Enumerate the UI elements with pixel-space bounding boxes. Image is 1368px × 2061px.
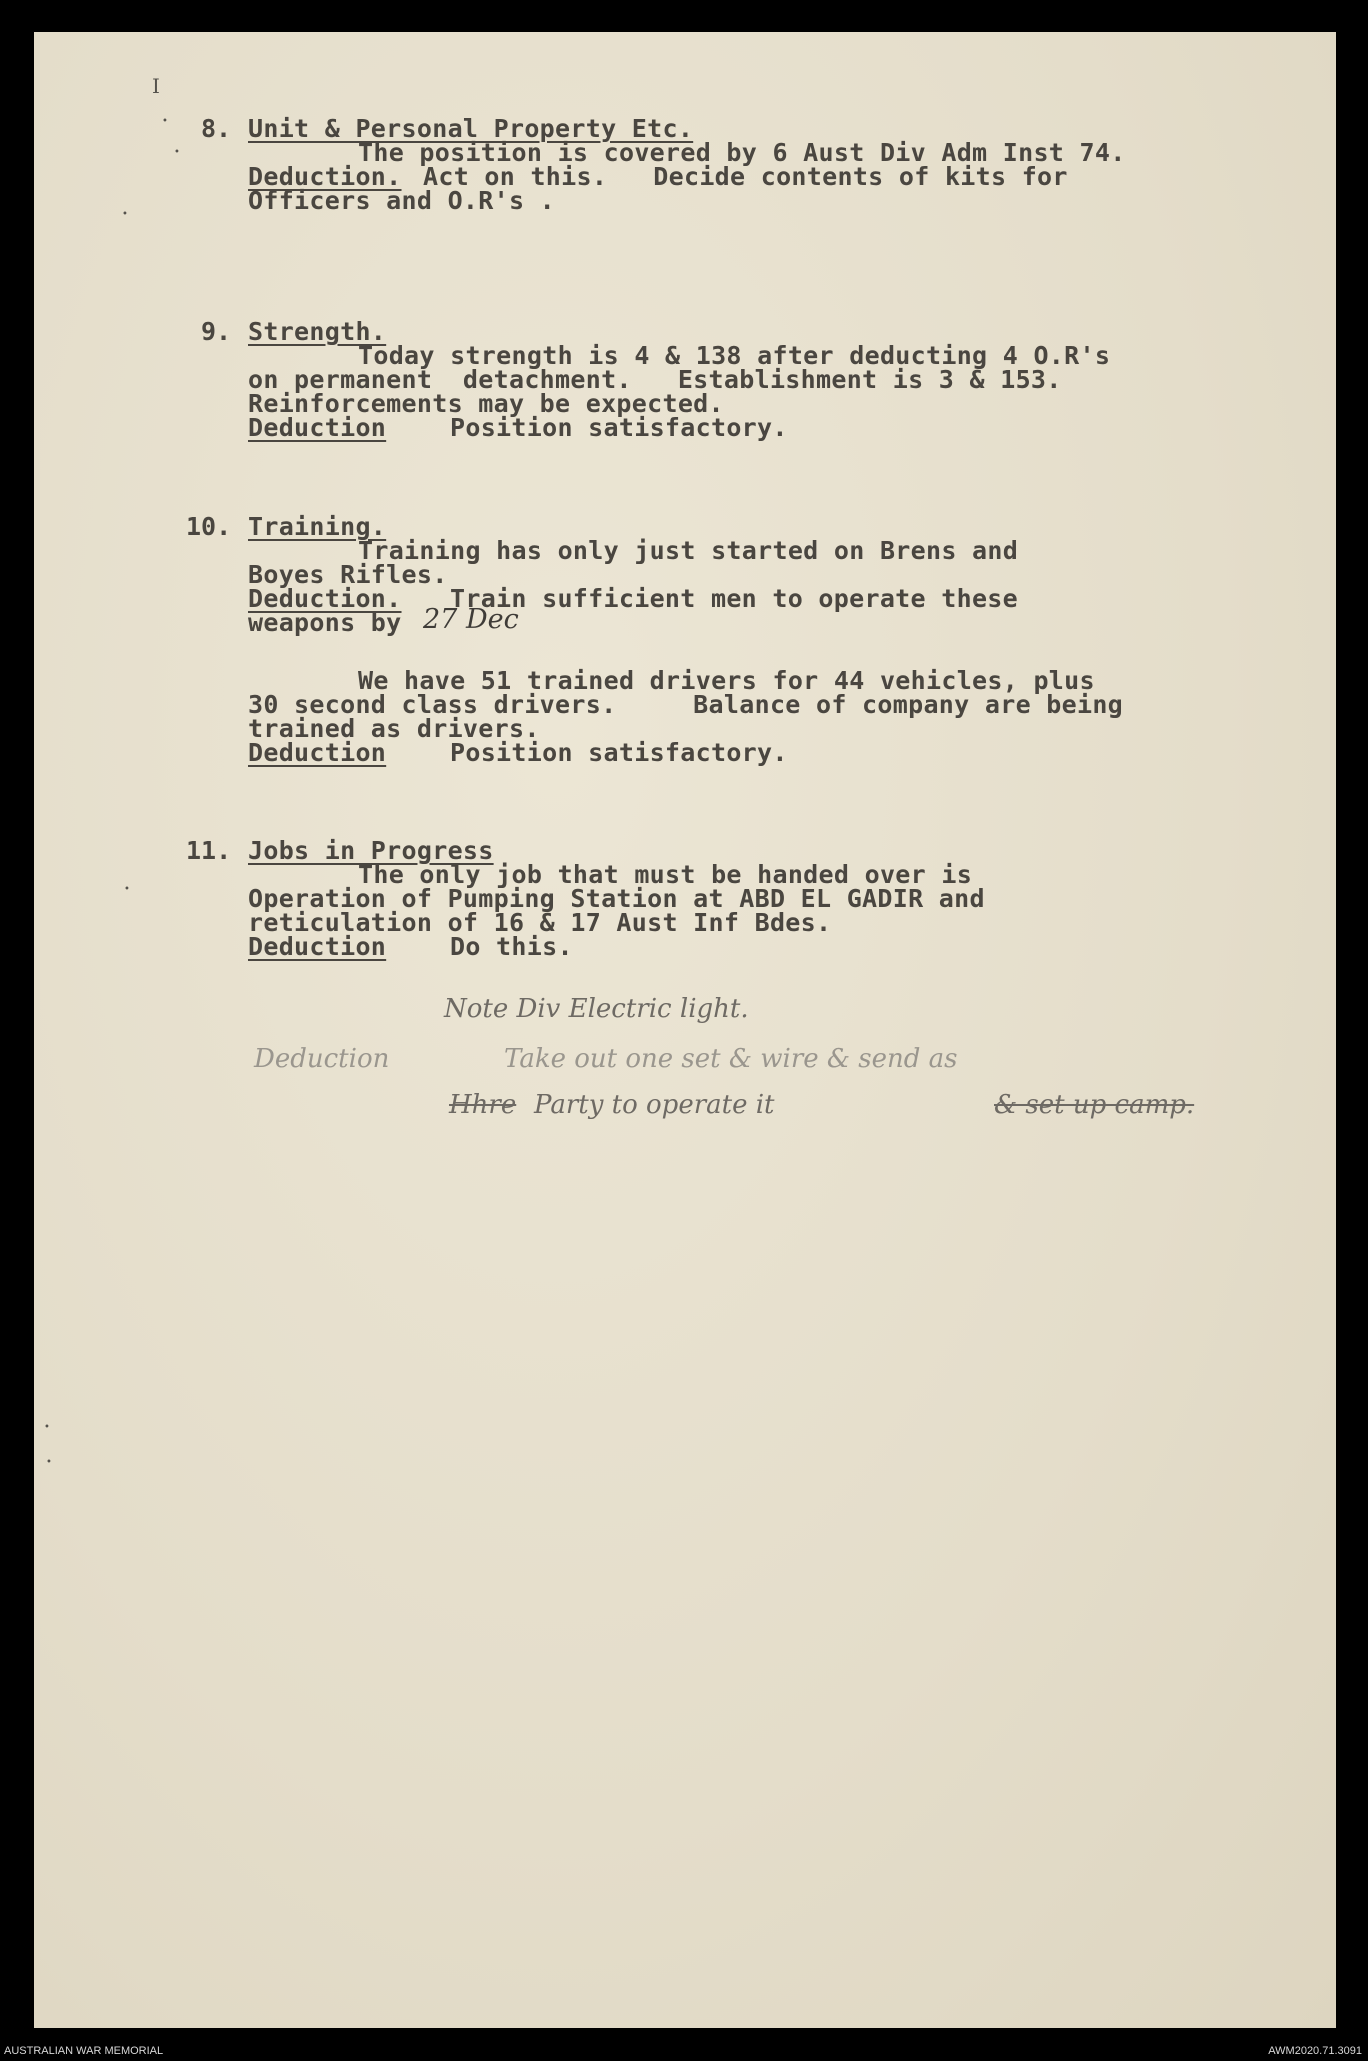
body-line: Today strength is 4 & 138 after deducting 4 O.R's <box>358 341 1111 370</box>
section-number: 8. <box>201 114 232 143</box>
section-heading: Jobs in Progress <box>248 836 494 865</box>
margin-dot: • <box>174 147 180 158</box>
body-line: Training has only just started on Brens and <box>358 536 1019 565</box>
section-heading: Strength. <box>248 317 387 346</box>
handwritten-deduction-label: Deduction <box>254 1044 390 1074</box>
section-number: 11. <box>186 836 232 865</box>
margin-dot: • <box>46 1457 52 1468</box>
deduction-label: Deduction. <box>248 584 402 613</box>
body-line: Reinforcements may be expected. <box>248 389 724 418</box>
footer-right: AWM2020.71.3091 <box>1268 2045 1362 2057</box>
body-line: 30 second class drivers. Balance of company are being <box>248 690 1124 719</box>
body-line: Officers and O.R's . <box>248 186 556 215</box>
deduction-label: Deduction <box>248 738 387 767</box>
margin-dot: • <box>124 884 130 895</box>
deduction-label: Deduction. <box>248 162 402 191</box>
handwritten-date: 27 Dec <box>423 604 519 635</box>
body-line: Train sufficient men to operate these <box>450 584 1018 613</box>
body-line: weapons by <box>248 608 402 637</box>
margin-dot: • <box>122 209 128 220</box>
handwritten-note-line: Take out one set & wire & send as <box>504 1044 958 1074</box>
body-line: The only job that must be handed over is <box>358 860 973 889</box>
body-line: Operation of Pumping Station at ABD EL GADIR and <box>248 884 985 913</box>
body-line: Position satisfactory. <box>450 413 788 442</box>
deduction-label: Deduction <box>248 932 387 961</box>
body-line: Do this. <box>450 932 573 961</box>
footer-left: AUSTRALIAN WAR MEMORIAL <box>4 2045 164 2057</box>
handwritten-note-line: Party to operate it <box>534 1090 775 1120</box>
document-page <box>34 32 1336 2028</box>
handwritten-struck-text: & set up camp. <box>994 1090 1195 1120</box>
margin-dot: • <box>44 1422 50 1433</box>
margin-mark: I <box>152 74 160 98</box>
body-line: We have 51 trained drivers for 44 vehicles, plus <box>358 666 1095 695</box>
body-line: Position satisfactory. <box>450 738 788 767</box>
body-line: Boyes Rifles. <box>248 560 448 589</box>
body-line: on permanent detachment. Establishment is 3 & 153. <box>248 365 1062 394</box>
body-line: The position is covered by 6 Aust Div Adm Inst 74. <box>358 138 1126 167</box>
deduction-label: Deduction <box>248 413 387 442</box>
section-number: 10. <box>186 512 232 541</box>
handwritten-note-line: Note Div Electric light. <box>444 994 749 1024</box>
handwritten-struck-word: Hhre <box>449 1090 517 1120</box>
body-line: Act on this. Decide contents of kits for <box>423 162 1068 191</box>
section-heading: Training. <box>248 512 387 541</box>
body-line: trained as drivers. <box>248 714 540 743</box>
body-line: reticulation of 16 & 17 Aust Inf Bdes. <box>248 908 832 937</box>
section-heading: Unit & Personal Property Etc. <box>248 114 694 143</box>
section-number: 9. <box>201 317 232 346</box>
margin-dot: • <box>162 116 168 127</box>
